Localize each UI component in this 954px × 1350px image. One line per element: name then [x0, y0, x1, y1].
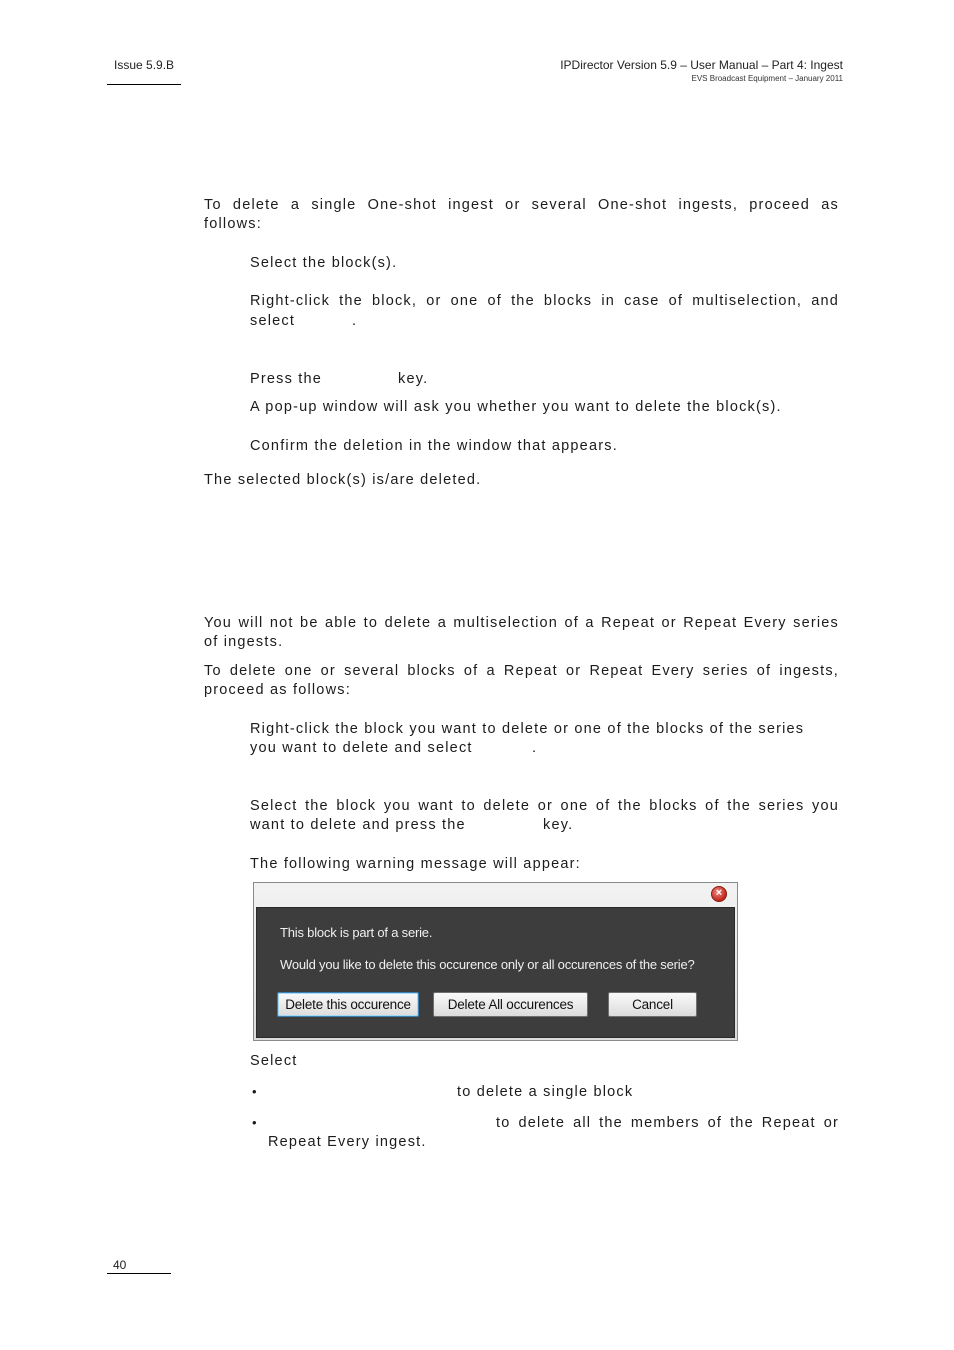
section2-intro-line1: To delete one or several blocks of a Repeat or Repeat Every series of ingests,: [204, 663, 839, 679]
step-press-key: key.: [398, 371, 429, 387]
section2-note-line2: of ingests.: [204, 634, 284, 650]
section1-result: The selected block(s) is/are deleted.: [204, 472, 482, 488]
select-label: Select: [250, 1053, 298, 1069]
section1-intro-line1: To delete a single One-shot ingest or several One-shot ingests, proceed as: [204, 197, 839, 213]
page-number: 40: [113, 1258, 127, 1272]
dialog-message-2: Would you like to delete this occurence only or all occurences of the serie?: [280, 957, 695, 972]
warning-dialog: [253, 882, 738, 1041]
option1-period: .: [532, 740, 538, 756]
delete-this-occurence-button[interactable]: Delete this occurence: [277, 992, 419, 1017]
option2-line2: want to delete and press the: [250, 817, 466, 833]
step-right-click-line1: Right-click the block, or one of the blocks in case of multiselection, and: [250, 293, 839, 309]
bullet-2-line2: Repeat Every ingest.: [268, 1134, 427, 1150]
option2-line1: Select the block you want to delete or one of the blocks of the series you: [250, 798, 839, 814]
document-subtitle: EVS Broadcast Equipment – January 2011: [691, 74, 843, 83]
bullet-1-text: to delete a single block: [457, 1084, 634, 1100]
option1-line1: Right-click the block you want to delete or one of the blocks of the series: [250, 721, 805, 737]
bullet-1-dot: •: [252, 1084, 257, 1099]
option1-line2: you want to delete and select: [250, 740, 473, 756]
section2-note-line1: You will not be able to delete a multiselection of a Repeat or Repeat Every series: [204, 615, 839, 631]
step-right-click-period: .: [352, 313, 358, 329]
bullet-2-line1: to delete all the members of the Repeat or: [496, 1115, 839, 1131]
option2-key: key.: [543, 817, 574, 833]
dialog-body: [256, 907, 735, 1038]
issue-label: Issue 5.9.B: [114, 58, 175, 72]
section1-intro-line2: follows:: [204, 216, 262, 232]
step-confirm: Confirm the deletion in the window that appears.: [250, 438, 618, 454]
dialog-message-1: This block is part of a serie.: [280, 925, 433, 940]
step-popup-note: A pop-up window will ask you whether you want to delete the block(s).: [250, 399, 782, 415]
section2-intro-line2: proceed as follows:: [204, 682, 351, 698]
cancel-button[interactable]: Cancel: [608, 992, 697, 1017]
step-right-click-select: select: [250, 313, 296, 329]
bullet-2-dot: •: [252, 1115, 257, 1130]
warning-intro: The following warning message will appear:: [250, 856, 581, 872]
header-rule: [107, 84, 181, 85]
footer-rule: [107, 1273, 171, 1274]
document-title: IPDirector Version 5.9 – User Manual – Part 4: Ingest: [560, 58, 843, 72]
step-select-blocks: Select the block(s).: [250, 255, 398, 271]
delete-all-occurences-button[interactable]: Delete All occurences: [433, 992, 588, 1017]
close-icon[interactable]: ×: [711, 886, 727, 902]
step-press-the: Press the: [250, 371, 323, 387]
